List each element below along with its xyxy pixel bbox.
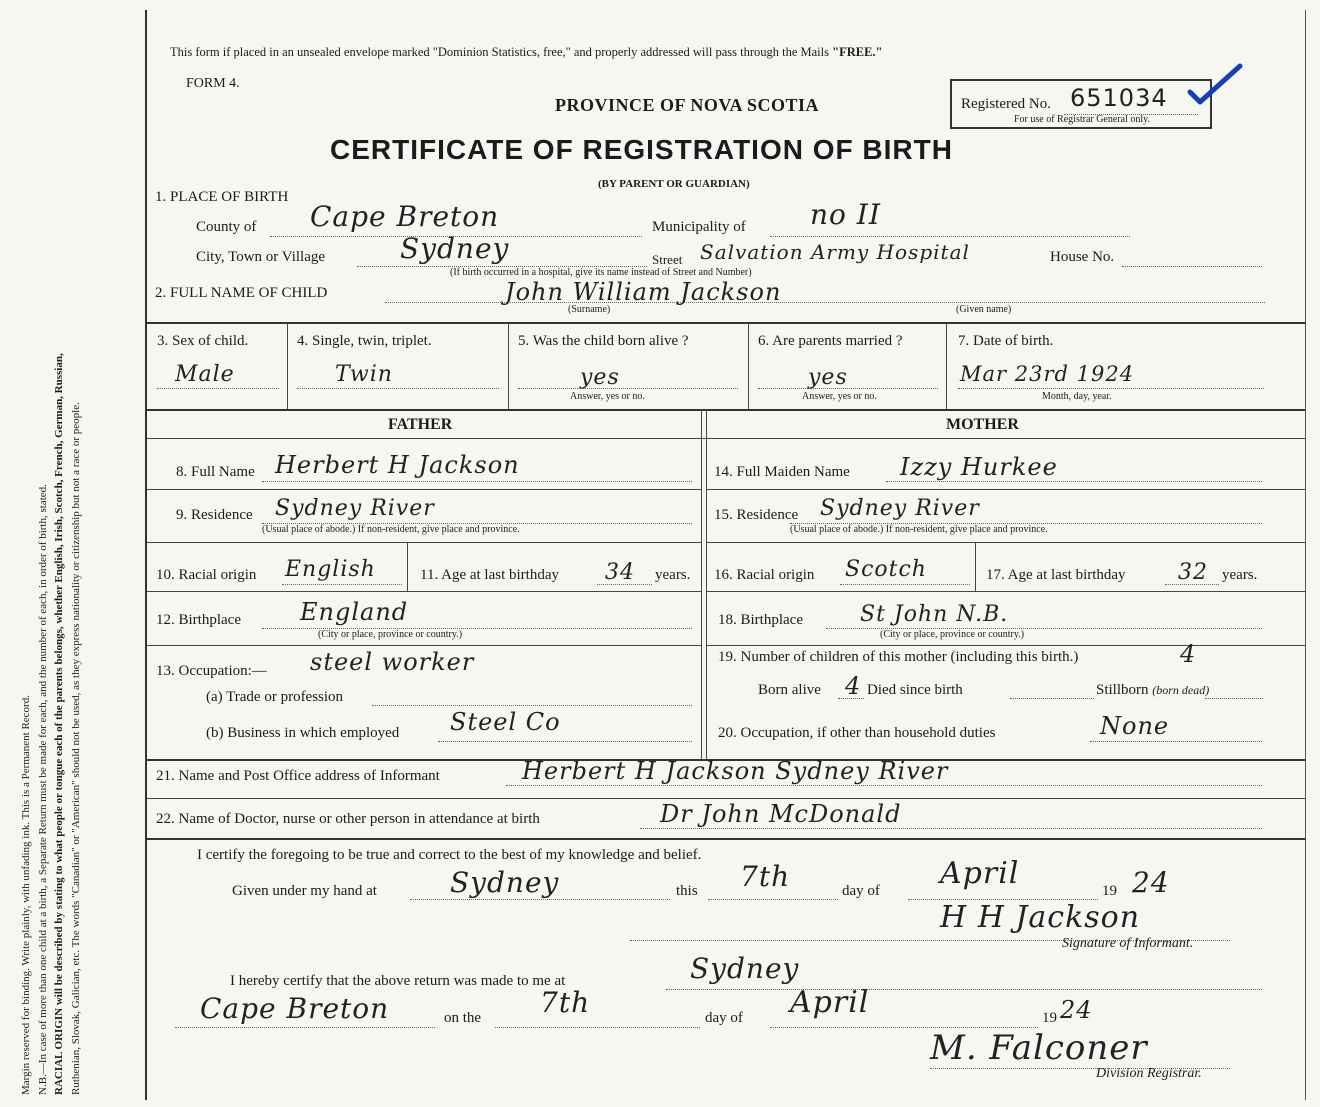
margin-note-line4: Ruthenian, Slovak, Galician, etc. The words "Canadian" or "American" should not be used, as they express nationality or citizenship but not a race or people. [69, 402, 82, 1095]
mother-occupation-value: None [1100, 712, 1170, 740]
father-residence-note: (Usual place of abode.) If non-resident, give place and province. [262, 524, 520, 535]
street-value: Salvation Army Hospital [700, 240, 970, 264]
doctor-label: 22. Name of Doctor, nurse or other person in attendance at birth [156, 811, 540, 827]
page-title: CERTIFICATE OF REGISTRATION OF BIRTH [330, 134, 953, 165]
given-place-value: Sydney [450, 866, 560, 899]
father-business-value: Steel Co [450, 708, 561, 736]
informant-label: 21. Name and Post Office address of Informant [156, 768, 440, 784]
city-value: Sydney [400, 232, 510, 265]
alive-label: 5. Was the child born alive ? [518, 333, 689, 349]
father-occupation-value: steel worker [310, 648, 475, 676]
father-trade-label: (a) Trade or profession [206, 689, 344, 705]
mother-racial-value: Scotch [845, 557, 927, 582]
form-number: FORM 4. [186, 76, 240, 91]
city-label: City, Town or Village [196, 249, 326, 265]
county-value: Cape Breton [310, 200, 500, 233]
given-label: Given under my hand at [232, 883, 377, 899]
mother-age-label: 17. Age at last birthday [986, 567, 1126, 583]
registrar-year-prefix: 19 [1042, 1010, 1057, 1026]
house-label: House No. [1050, 249, 1115, 265]
doctor-value: Dr John McDonald [660, 800, 902, 828]
father-racial-label: 10. Racial origin [156, 567, 257, 583]
page-left-border [145, 10, 147, 1100]
mother-birthplace-value: St John N.B. [860, 602, 1009, 627]
municipality-label: Municipality of [652, 219, 746, 235]
father-residence-label: 9. Residence [176, 507, 253, 523]
father-birthplace-note: (City or place, province or country.) [318, 629, 463, 640]
child-name-label: 2. FULL NAME OF CHILD [155, 285, 328, 301]
registered-number: 651034 [1070, 84, 1168, 112]
this-label: this [676, 883, 698, 899]
registered-box [950, 79, 1212, 129]
dob-note: Month, day, year. [1042, 391, 1112, 402]
mother-name-label: 14. Full Maiden Name [714, 464, 850, 480]
street-label: Street [652, 252, 683, 267]
father-age-value: 34 [605, 560, 635, 585]
registrar-day-of-label: day of [705, 1010, 743, 1026]
year-prefix: 19 [1102, 883, 1117, 899]
registrar-note: For use of Registrar General only. [1014, 114, 1150, 125]
division-registrar-label: Division Registrar. [1096, 1066, 1202, 1081]
mother-name-value: Izzy Hurkee [900, 453, 1058, 481]
month-value: April [940, 856, 1020, 891]
father-years-label: years. [655, 567, 691, 583]
mother-years-label: years. [1222, 567, 1258, 583]
mother-children-label: 19. Number of children of this mother (including this birth.) [718, 649, 1079, 665]
province-heading: PROVINCE OF NOVA SCOTIA [555, 95, 820, 115]
registrar-signature: M. Falconer [930, 1028, 1148, 1068]
died-label: Died since birth [867, 682, 963, 698]
margin-notes [18, 35, 84, 1095]
alive-value: yes [580, 365, 620, 390]
alive-note: Answer, yes or no. [570, 391, 645, 402]
registrar-month-value: April [790, 985, 870, 1020]
registrar-year-value: 24 [1060, 996, 1093, 1024]
father-business-label: (b) Business in which employed [206, 725, 400, 741]
stillborn-label: Stillborn (born dead) [1096, 682, 1210, 698]
father-occupation-label: 13. Occupation:— [156, 663, 267, 679]
sex-value: Male [175, 362, 235, 387]
margin-note-line1: Margin reserved for binding. Write plainly, with unfading ink. This is a Permanent Record. [20, 695, 32, 1095]
dob-label: 7. Date of birth. [958, 333, 1054, 349]
father-residence-value: Sydney River [275, 496, 435, 521]
married-value: yes [808, 365, 848, 390]
father-racial-value: English [285, 557, 376, 582]
mail-notice: This form if placed in an unsealed envelope marked "Dominion Statistics, free," and properly addressed will pass through the Mails "FREE." [170, 45, 883, 59]
child-name-value: John William Jackson [505, 278, 782, 306]
sex-label: 3. Sex of child. [157, 333, 249, 349]
on-the-label: on the [444, 1010, 482, 1026]
married-label: 6. Are parents married ? [758, 333, 903, 349]
hospital-note: (If birth occurred in a hospital, give its name instead of Street and Number) [450, 267, 752, 278]
mother-children-value: 4 [1180, 640, 1197, 668]
margin-note-line2: N.B.—In case of more than one child at a birth, a Separate Return must be made for each, and the number of each, in order of birth, stated. [36, 484, 49, 1095]
mother-birthplace-label: 18. Birthplace [718, 612, 803, 628]
plurality-value: Twin [335, 362, 393, 387]
margin-note-line3: RACIAL ORIGIN will be described by stating to what people or tongue each of the parents belongs, whether English, Irish, Scotch, French, German, Russian, [53, 353, 65, 1095]
page-subtitle: (BY PARENT OR GUARDIAN) [598, 178, 750, 190]
year-value: 24 [1132, 866, 1170, 899]
day-value: 7th [740, 860, 791, 893]
surname-note: (Surname) [568, 304, 611, 315]
mother-occupation-label: 20. Occupation, if other than household duties [718, 725, 996, 741]
registered-label: Registered No. [961, 96, 1051, 112]
born-alive-value: 4 [845, 672, 862, 700]
registrar-place-value: Sydney [690, 952, 800, 985]
registrar-county-value: Cape Breton [200, 992, 390, 1025]
born-alive-label: Born alive [758, 682, 821, 698]
father-age-label: 11. Age at last birthday [420, 567, 559, 583]
plurality-label: 4. Single, twin, triplet. [297, 333, 432, 349]
registrar-day-value: 7th [540, 986, 591, 1019]
father-name-value: Herbert H Jackson [275, 451, 520, 479]
county-label: County of [196, 219, 257, 235]
mother-residence-label: 15. Residence [714, 507, 799, 523]
mother-age-value: 32 [1178, 560, 1208, 585]
mother-residence-value: Sydney River [820, 496, 980, 521]
page-right-border [1305, 10, 1306, 1100]
married-note: Answer, yes or no. [802, 391, 877, 402]
check-mark-icon [1186, 62, 1246, 112]
certification-statement: I certify the foregoing to be true and correct to the best of my knowledge and belief. [197, 847, 702, 863]
registrar-statement: I hereby certify that the above return was made to me at [230, 973, 566, 989]
mother-residence-note: (Usual place of abode.) If non-resident, give place and province. [790, 524, 1048, 535]
informant-signature: H H Jackson [940, 900, 1141, 935]
father-name-label: 8. Full Name [176, 464, 255, 480]
mother-heading: MOTHER [946, 416, 1019, 433]
father-birthplace-value: England [300, 598, 409, 626]
father-birthplace-label: 12. Birthplace [156, 612, 241, 628]
signature-label: Signature of Informant. [1062, 936, 1194, 951]
municipality-value: no II [810, 198, 881, 231]
father-heading: FATHER [388, 416, 453, 433]
mother-racial-label: 16. Racial origin [714, 567, 815, 583]
mother-birthplace-note: (City or place, province or country.) [880, 629, 1025, 640]
place-of-birth-label: 1. PLACE OF BIRTH [155, 189, 289, 205]
dob-value: Mar 23rd 1924 [960, 362, 1135, 386]
informant-value: Herbert H Jackson Sydney River [522, 757, 949, 785]
given-name-note: (Given name) [956, 304, 1012, 315]
day-of-label: day of [842, 883, 880, 899]
